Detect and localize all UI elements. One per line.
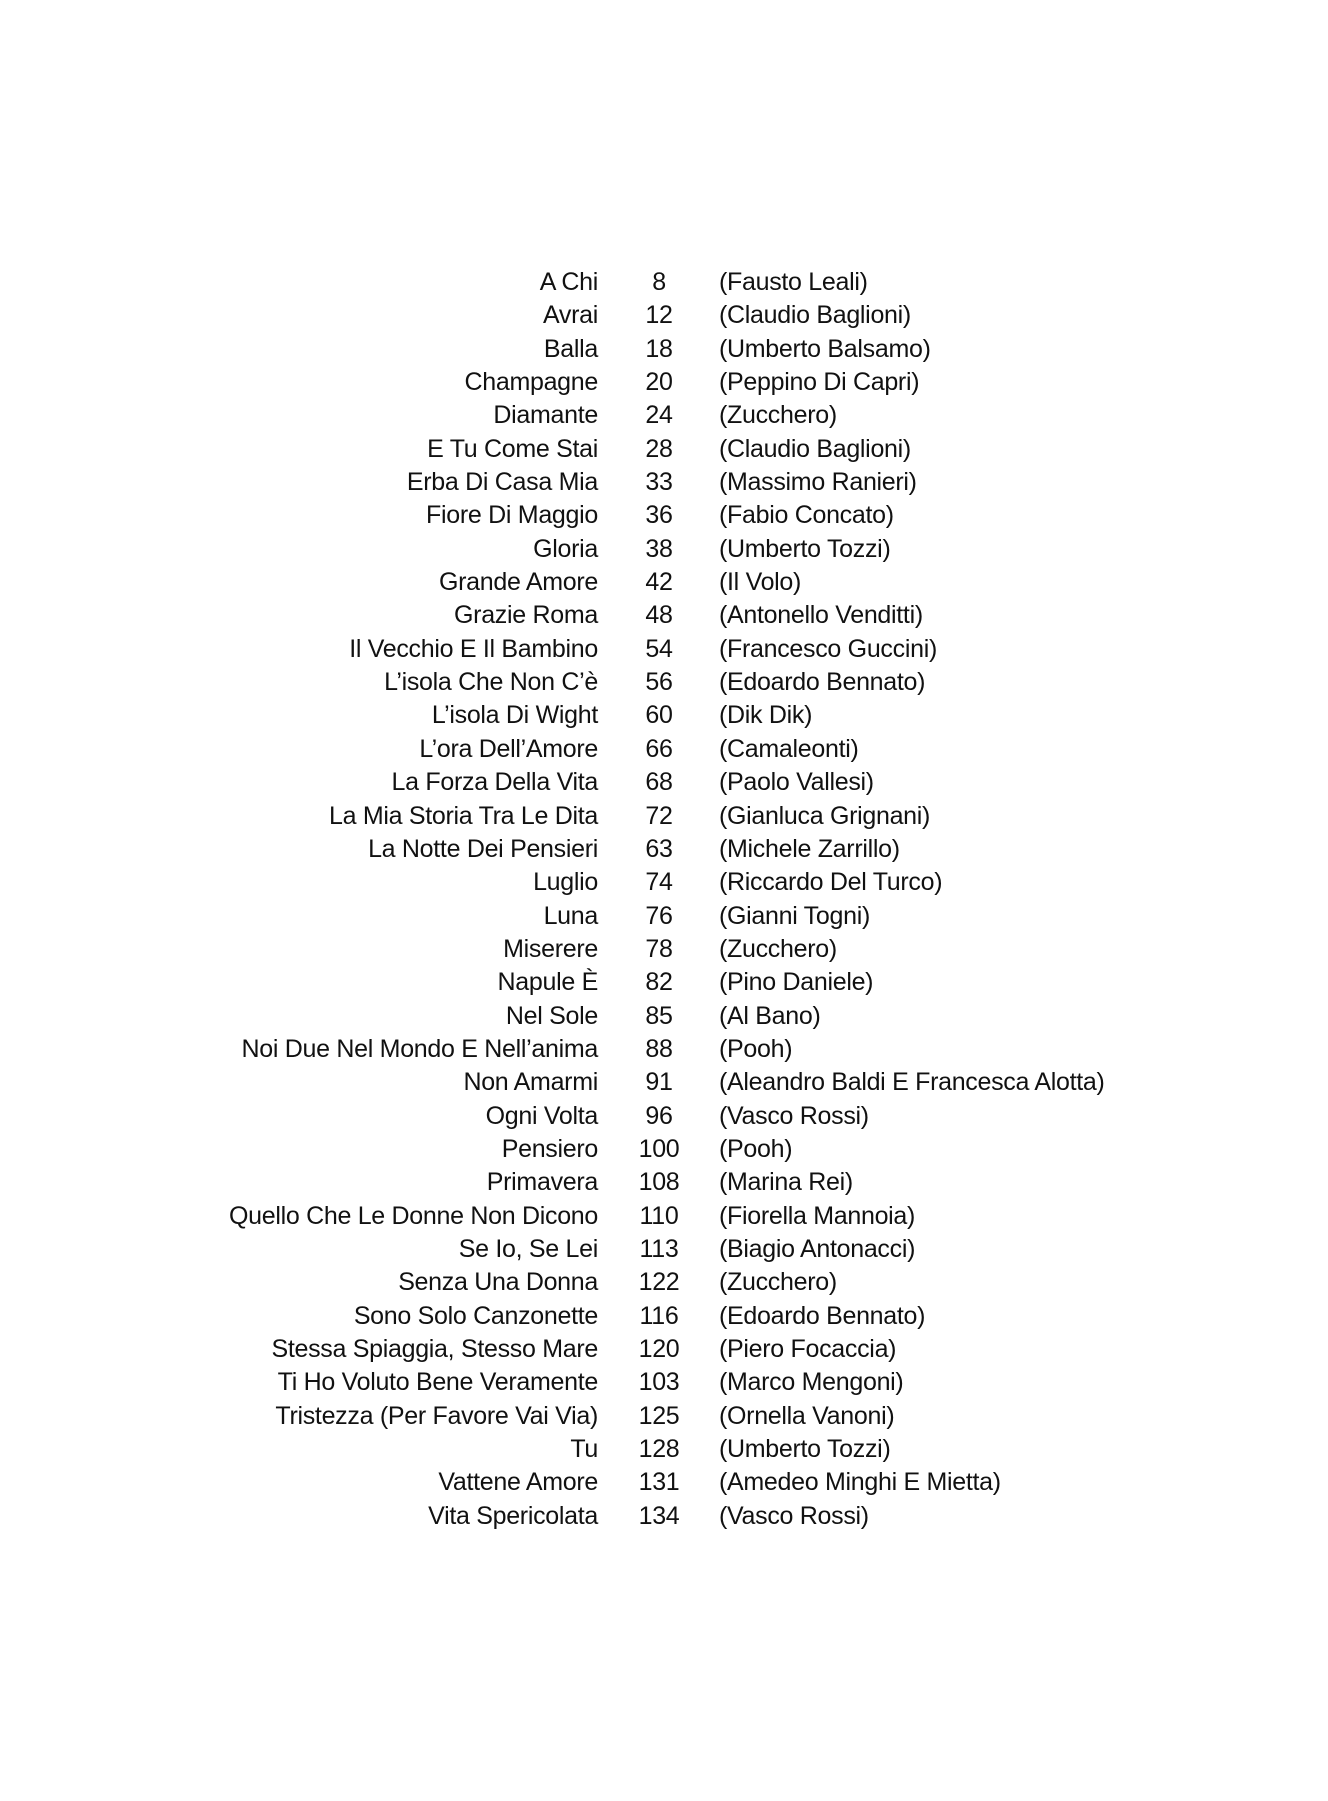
song-title: Tu: [570, 1435, 598, 1464]
artist-name: (Amedeo Minghi E Mietta): [719, 1468, 1001, 1497]
toc-entry: [0, 1100, 1328, 1133]
artist-name: (Zucchero): [719, 1268, 837, 1297]
artist-name: (Massimo Ranieri): [719, 468, 917, 497]
song-title: La Forza Della Vita: [391, 768, 598, 797]
page-number: 28: [645, 434, 673, 463]
page-number: 108: [638, 1168, 680, 1197]
page-number: 82: [645, 968, 673, 997]
toc-entry: [0, 333, 1328, 366]
song-title: L’ora Dell’Amore: [419, 734, 598, 763]
artist-name: (Fabio Concato): [719, 501, 894, 530]
toc-entry: [0, 1466, 1328, 1499]
artist-name: (Michele Zarrillo): [719, 834, 900, 863]
artist-name: (Pooh): [719, 1134, 793, 1163]
song-title: Luna: [543, 901, 598, 930]
song-title: Napule È: [497, 968, 598, 997]
toc-entry: [0, 733, 1328, 766]
toc-entry: [0, 533, 1328, 566]
song-title: Se Io, Se Lei: [458, 1234, 598, 1263]
page-number: 110: [639, 1201, 679, 1230]
song-title: A Chi: [539, 268, 598, 296]
page-number: 18: [645, 334, 673, 363]
artist-name: (Dik Dik): [719, 701, 813, 730]
toc-entry: [0, 900, 1328, 933]
artist-name: (Marco Mengoni): [719, 1368, 904, 1397]
page-number: 113: [639, 1234, 679, 1263]
artist-name: (Marina Rei): [719, 1168, 853, 1197]
toc-entry: [0, 1333, 1328, 1366]
page-number: 85: [645, 1001, 673, 1030]
page-number: 128: [638, 1435, 680, 1464]
song-title: Vita Spericolata: [428, 1501, 598, 1530]
artist-name: (Biagio Antonacci): [719, 1234, 916, 1263]
toc-entry: [0, 1233, 1328, 1266]
toc-entry: [0, 266, 1328, 299]
page-number: 63: [645, 834, 673, 863]
page-number: 42: [645, 568, 673, 597]
song-title: Nel Sole: [505, 1001, 598, 1030]
page-number: 91: [645, 1068, 673, 1097]
toc-entry: [0, 499, 1328, 532]
toc-entry: [0, 966, 1328, 999]
page-number: 116: [639, 1301, 679, 1330]
page-number: 120: [638, 1335, 680, 1363]
toc-entry: [0, 633, 1328, 666]
artist-name: (Al Bano): [719, 1001, 821, 1030]
song-title: Stessa Spiaggia, Stesso Mare: [271, 1335, 598, 1363]
song-title: Non Amarmi: [463, 1068, 598, 1097]
toc-entry: [0, 866, 1328, 899]
artist-name: (Aleandro Baldi E Francesca Alotta): [719, 1068, 1105, 1097]
song-title: Ogni Volta: [485, 1101, 598, 1130]
toc-entry: [0, 1300, 1328, 1333]
song-title: Tristezza (Per Favore Vai Via): [275, 1401, 598, 1430]
toc-entry: [0, 1366, 1328, 1399]
toc-entry: [0, 466, 1328, 499]
artist-name: (Vasco Rossi): [719, 1501, 869, 1530]
page-number: 76: [645, 901, 673, 930]
artist-name: (Fiorella Mannoia): [719, 1201, 916, 1230]
page-number: 66: [645, 734, 673, 763]
song-title: Diamante: [493, 401, 598, 430]
page-number: 72: [645, 801, 673, 830]
page-number: 60: [645, 701, 673, 730]
artist-name: (Il Volo): [719, 568, 802, 597]
artist-name: (Pooh): [719, 1034, 793, 1063]
song-title: Avrai: [542, 301, 598, 330]
song-title: Primavera: [486, 1168, 598, 1197]
page-number: 38: [645, 534, 673, 563]
page-number: 134: [638, 1501, 680, 1530]
song-title: Vattene Amore: [438, 1468, 598, 1497]
artist-name: (Piero Focaccia): [719, 1335, 897, 1363]
toc-entry: [0, 666, 1328, 699]
page-number: 33: [645, 468, 673, 497]
page-number: 96: [645, 1101, 673, 1130]
artist-name: (Antonello Venditti): [719, 601, 923, 630]
song-title: Noi Due Nel Mondo E Nell’anima: [241, 1034, 598, 1063]
artist-name: (Umberto Tozzi): [719, 1435, 891, 1464]
toc-entry: [0, 299, 1328, 332]
toc-entry: [0, 933, 1328, 966]
table-of-contents: [0, 266, 1328, 1533]
artist-name: (Edoardo Bennato): [719, 1301, 926, 1330]
song-title: Senza Una Donna: [398, 1268, 598, 1297]
artist-name: (Riccardo Del Turco): [719, 868, 943, 897]
song-title: Sono Solo Canzonette: [353, 1301, 598, 1330]
toc-entry: [0, 833, 1328, 866]
song-title: L’isola Che Non C’è: [384, 668, 598, 697]
toc-entry: [0, 566, 1328, 599]
artist-name: (Camaleonti): [719, 734, 859, 763]
page-number: 54: [645, 634, 673, 663]
song-title: Gloria: [533, 534, 598, 563]
artist-name: (Edoardo Bennato): [719, 668, 926, 697]
page-number: 8: [652, 268, 666, 296]
song-title: Luglio: [533, 868, 598, 897]
song-title: Fiore Di Maggio: [426, 501, 598, 530]
page-number: 36: [645, 501, 673, 530]
artist-name: (Vasco Rossi): [719, 1101, 869, 1130]
page-number: 74: [645, 868, 673, 897]
artist-name: (Pino Daniele): [719, 968, 874, 997]
toc-entry: [0, 1500, 1328, 1533]
page-number: 100: [638, 1134, 680, 1163]
toc-entry: [0, 1400, 1328, 1433]
artist-name: (Paolo Vallesi): [719, 768, 874, 797]
toc-entry: [0, 1000, 1328, 1033]
song-title: Miserere: [503, 934, 598, 963]
artist-name: (Gianluca Grignani): [719, 801, 931, 830]
artist-name: (Fausto Leali): [719, 268, 868, 296]
toc-entry: [0, 1166, 1328, 1199]
toc-entry: [0, 699, 1328, 732]
page-number: 131: [638, 1468, 680, 1497]
song-title: Erba Di Casa Mia: [406, 468, 598, 497]
page-number: 56: [645, 668, 673, 697]
artist-name: (Claudio Baglioni): [719, 301, 911, 330]
artist-name: (Umberto Tozzi): [719, 534, 891, 563]
page-number: 24: [645, 401, 673, 430]
artist-name: (Francesco Guccini): [719, 634, 937, 663]
song-title: E Tu Come Stai: [427, 434, 598, 463]
artist-name: (Claudio Baglioni): [719, 434, 911, 463]
page-number: 48: [645, 601, 673, 630]
song-title: Il Vecchio E Il Bambino: [349, 634, 598, 663]
song-title: Quello Che Le Donne Non Dicono: [228, 1201, 598, 1230]
page-number: 103: [638, 1368, 680, 1397]
artist-name: (Umberto Balsamo): [719, 334, 931, 363]
song-title: La Mia Storia Tra Le Dita: [328, 801, 598, 830]
song-title: Balla: [543, 334, 598, 363]
toc-entry: [0, 766, 1328, 799]
toc-entry: [0, 1033, 1328, 1066]
song-title: Pensiero: [501, 1134, 598, 1163]
toc-entry: [0, 1066, 1328, 1099]
song-title: L’isola Di Wight: [431, 701, 598, 730]
toc-entry: [0, 399, 1328, 432]
page-number: 12: [645, 301, 673, 330]
toc-entry: [0, 599, 1328, 632]
page-number: 20: [645, 368, 673, 397]
toc-entry: [0, 366, 1328, 399]
song-title: Ti Ho Voluto Bene Veramente: [277, 1368, 598, 1397]
artist-name: (Gianni Togni): [719, 901, 870, 930]
artist-name: (Ornella Vanoni): [719, 1401, 895, 1430]
page-number: 78: [645, 934, 673, 963]
song-title: Grazie Roma: [454, 601, 598, 630]
toc-entry: [0, 1133, 1328, 1166]
toc-entry: [0, 1200, 1328, 1233]
artist-name: (Zucchero): [719, 934, 837, 963]
song-title: Grande Amore: [439, 568, 598, 597]
artist-name: (Zucchero): [719, 401, 837, 430]
toc-entry: [0, 800, 1328, 833]
page-number: 88: [645, 1034, 673, 1063]
page-number: 68: [645, 768, 673, 797]
page-number: 125: [638, 1401, 680, 1430]
page-number: 122: [638, 1268, 680, 1297]
artist-name: (Peppino Di Capri): [719, 368, 920, 397]
toc-entry: [0, 1433, 1328, 1466]
song-title: Champagne: [464, 368, 598, 397]
song-title: La Notte Dei Pensieri: [368, 834, 598, 863]
toc-entry: [0, 433, 1328, 466]
toc-entry: [0, 1266, 1328, 1299]
